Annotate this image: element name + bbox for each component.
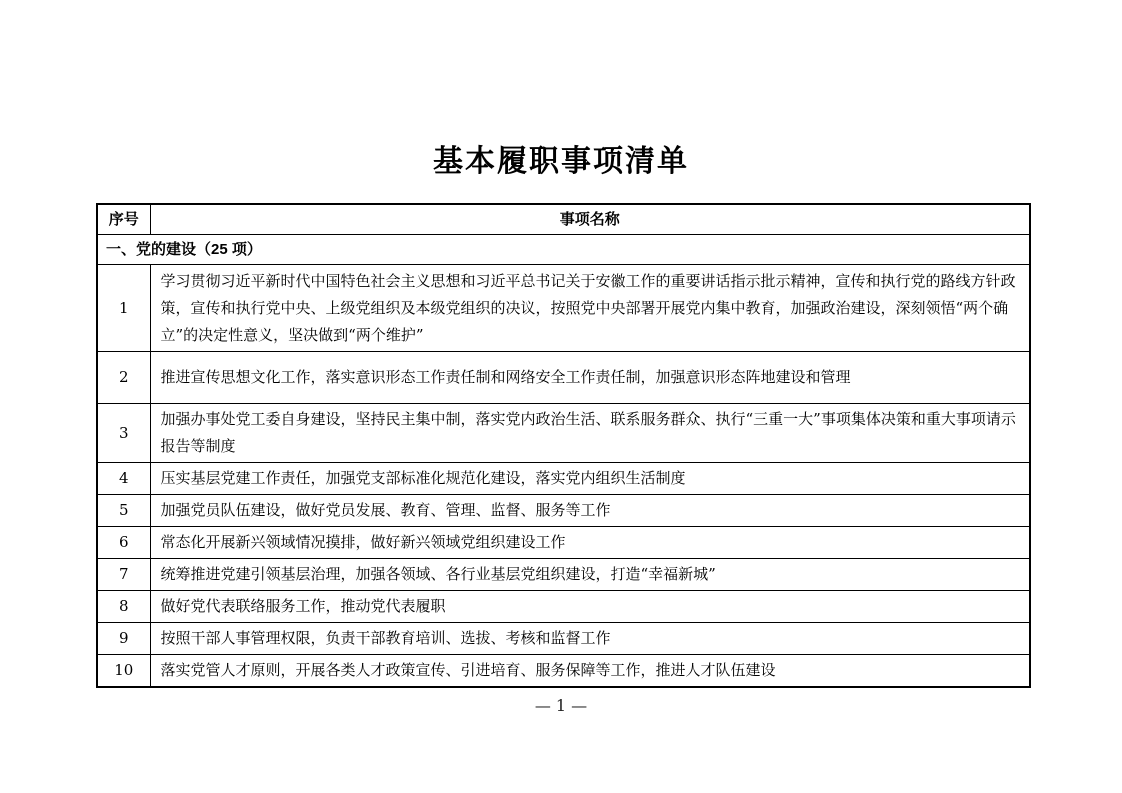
row-text-cell: 做好党代表联络服务工作，推动党代表履职 xyxy=(150,591,1030,623)
row-number-cell: 8 xyxy=(97,591,150,623)
table-row xyxy=(97,559,1030,591)
row-number-cell: 9 xyxy=(97,623,150,655)
row-number-cell: 1 xyxy=(97,265,150,352)
table-row xyxy=(97,495,1030,527)
row-number-cell: 10 xyxy=(97,655,150,688)
row-text-cell: 学习贯彻习近平新时代中国特色社会主义思想和习近平总书记关于安徽工作的重要讲话指示批示精神，宣传和执行党的路线方针政策，宣传和执行党中央、上级党组织及本级党组织的决议，按照党中央部署开展党内集中教育，加强政治建设，深刻领悟“两个确立”的决定性意义，坚决做到“两个维护” xyxy=(150,265,1030,352)
row-text-cell: 落实党管人才原则，开展各类人才政策宣传、引进培育、服务保障等工作，推进人才队伍建设 xyxy=(150,655,1030,688)
row-number-cell: 3 xyxy=(97,404,150,463)
section-header: 一、党的建设（25 项） xyxy=(97,235,1030,265)
table-row xyxy=(97,623,1030,655)
row-number-cell: 7 xyxy=(97,559,150,591)
table-header-row xyxy=(97,204,1030,235)
page-number: — 1 — xyxy=(534,696,588,715)
row-text-cell: 常态化开展新兴领域情况摸排，做好新兴领域党组织建设工作 xyxy=(150,527,1030,559)
table-row xyxy=(97,404,1030,463)
header-serial-number: 序号 xyxy=(97,204,150,235)
header-item-name: 事项名称 xyxy=(150,204,1030,235)
row-number-cell: 6 xyxy=(97,527,150,559)
section-row xyxy=(97,235,1030,265)
row-text-cell: 加强办事处党工委自身建设，坚持民主集中制，落实党内政治生活、联系服务群众、执行“三重一大”事项集体决策和重大事项请示报告等制度 xyxy=(150,404,1030,463)
row-number-cell: 4 xyxy=(97,463,150,495)
table-row xyxy=(97,527,1030,559)
row-text-cell: 统筹推进党建引领基层治理，加强各领域、各行业基层党组织建设，打造“幸福新城” xyxy=(150,559,1030,591)
row-text-cell: 按照干部人事管理权限，负责干部教育培训、选拔、考核和监督工作 xyxy=(150,623,1030,655)
row-number-cell: 5 xyxy=(97,495,150,527)
table-row xyxy=(97,265,1030,352)
table-row xyxy=(97,655,1030,688)
table-row xyxy=(97,591,1030,623)
table-row xyxy=(97,463,1030,495)
row-text-cell: 压实基层党建工作责任，加强党支部标准化规范化建设，落实党内组织生活制度 xyxy=(150,463,1030,495)
table-row xyxy=(97,352,1030,404)
row-text-cell: 推进宣传思想文化工作，落实意识形态工作责任制和网络安全工作责任制，加强意识形态阵地建设和管理 xyxy=(150,352,1030,404)
row-text-cell: 加强党员队伍建设，做好党员发展、教育、管理、监督、服务等工作 xyxy=(150,495,1030,527)
duty-table xyxy=(96,203,1031,688)
page-title: 基本履职事项清单 xyxy=(433,144,689,179)
row-number-cell: 2 xyxy=(97,352,150,404)
